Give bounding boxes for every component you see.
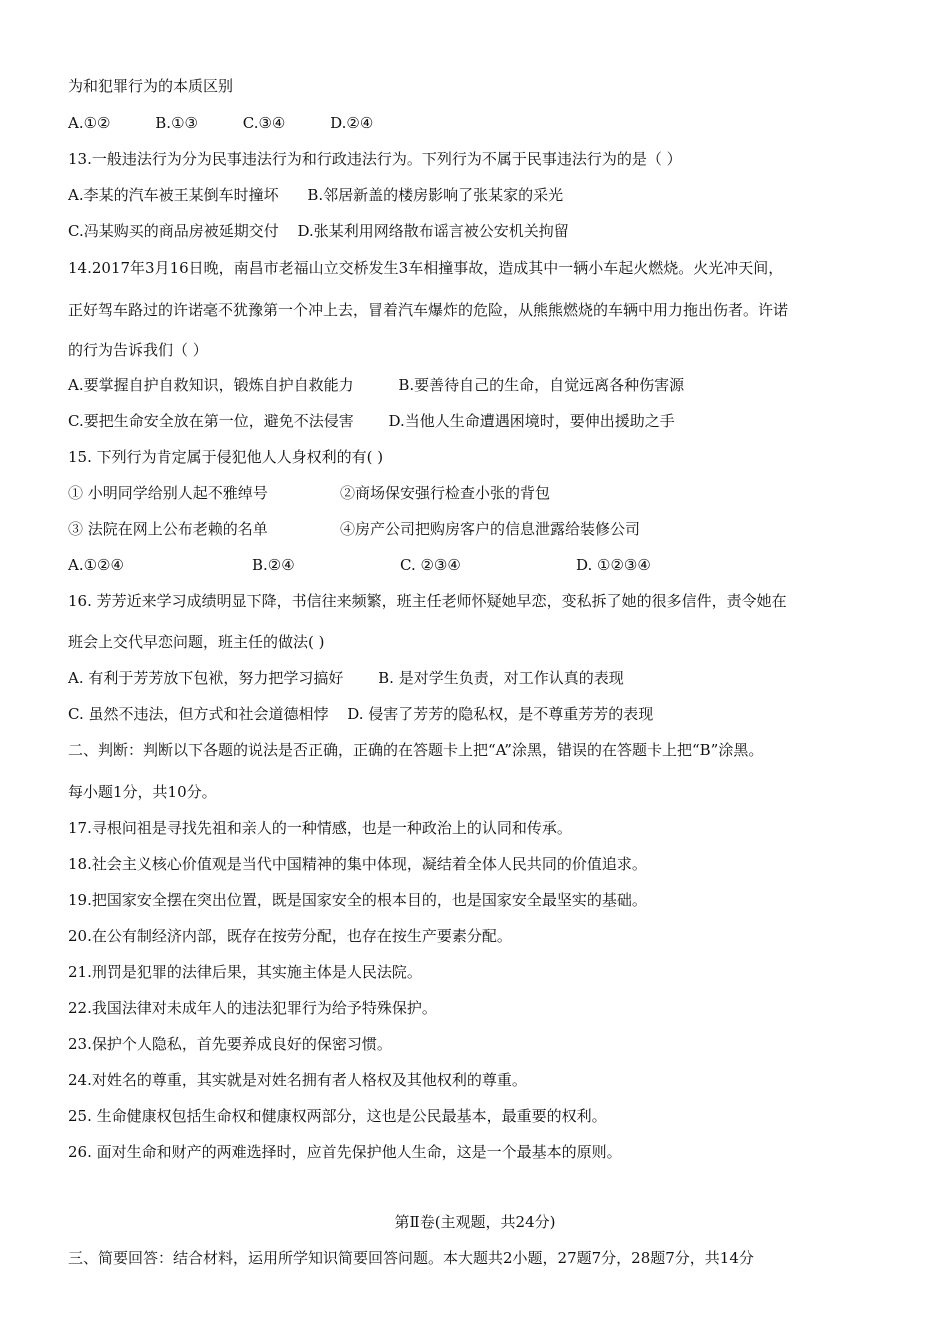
volume-2-title: 第Ⅱ卷(主观题，共24分) [394,1213,556,1231]
item-2: ②商场保安强行检查小张的背包 [340,484,551,502]
item-3: ③ 法院在网上公布老赖的名单 [68,520,268,538]
question-16-line-1: 16. 芳芳近来学习成绩明显下降，书信往来频繁，班主任老师怀疑她早恋，变私拆了她的很多信件，责令她在 [68,592,787,610]
question-22: 22.我国法律对未成年人的违法犯罪行为给予特殊保护。 [68,999,437,1017]
option-c: C.要把生命安全放在第一位，避免不法侵害 [68,412,354,430]
option-b: B.邻居新盖的楼房影响了张某家的采光 [307,186,564,204]
question-18: 18.社会主义核心价值观是当代中国精神的集中体现，凝结着全体人民共同的价值追求。 [68,855,647,873]
option-d: D. 侵害了芳芳的隐私权，是不尊重芳芳的表现 [347,705,654,723]
q15-items-34 [68,519,640,539]
option-d: D.张某利用网络散布谣言被公安机关拘留 [297,222,569,240]
question-24: 24.对姓名的尊重，其实就是对姓名拥有者人格权及其他权利的尊重。 [68,1071,527,1089]
question-15: 15. 下列行为肯定属于侵犯他人人身权利的有( ) [68,448,384,466]
q15-options [68,555,651,575]
option-a: A.李某的汽车被王某倒车时撞坏 [68,186,279,204]
section-3-heading: 三、简要回答：结合材料，运用所学知识简要回答问题。本大题共2小题，27题7分，28题7分，共14分 [68,1249,754,1267]
q12-continuation: 为和犯罪行为的本质区别 [68,77,234,95]
question-25: 25. 生命健康权包括生命权和健康权两部分，这也是公民最基本，最重要的权利。 [68,1107,607,1125]
q13-options-cd [68,221,569,241]
question-17: 17.寻根问祖是寻找先祖和亲人的一种情感，也是一种政治上的认同和传承。 [68,819,572,837]
question-19: 19.把国家安全摆在突出位置，既是国家安全的根本目的，也是国家安全最坚实的基础。 [68,891,647,909]
option-b: B. 是对学生负责，对工作认真的表现 [378,669,624,687]
question-20: 20.在公有制经济内部，既存在按劳分配，也存在按生产要素分配。 [68,927,512,945]
question-14-line-2: 正好驾车路过的许诺毫不犹豫第一个冲上去，冒着汽车爆炸的危险，从熊熊燃烧的车辆中用力拖出伤者。许诺 [68,301,789,319]
item-1: ① 小明同学给别人起不雅绰号 [68,484,268,502]
option-a: A.①②④ [68,556,124,574]
option-c: C.③④ [242,114,286,132]
option-c: C.冯某购买的商品房被延期交付 [68,222,279,240]
option-d: D.当他人生命遭遇困境时，要伸出援助之手 [388,412,675,430]
q16-options-ab [68,668,624,688]
option-c: C. 虽然不违法，但方式和社会道德相悖 [68,705,329,723]
option-c: C. ②③④ [400,556,461,574]
q12-options [68,113,373,133]
q16-options-cd [68,704,653,724]
option-a: A.①② [68,114,111,132]
question-21: 21.刑罚是犯罪的法律后果，其实施主体是人民法院。 [68,963,422,981]
q14-options-cd [68,411,675,431]
q13-options-ab [68,185,563,205]
option-b: B.①③ [155,114,198,132]
question-26: 26. 面对生命和财产的两难选择时，应首先保护他人生命，这是一个最基本的原则。 [68,1143,622,1161]
question-14-line-1: 14.2017年3月16日晚，南昌市老福山立交桥发生3车相撞事故，造成其中一辆小车起火燃烧。火光冲天间， [68,259,784,277]
option-a: A. 有利于芳芳放下包袱，努力把学习搞好 [68,669,344,687]
q14-options-ab [68,375,684,395]
q15-items-12 [68,483,550,503]
option-b: B.②④ [252,556,295,574]
question-13: 13.一般违法行为分为民事违法行为和行政违法行为。下列行为不属于民事违法行为的是（ ） [68,150,682,168]
section-2-scoring: 每小题1分，共10分。 [68,783,217,801]
section-2-heading: 二、判断：判断以下各题的说法是否正确，正确的在答题卡上把“A”涂黑，错误的在答题卡上把“B”涂黑。 [68,741,764,759]
item-4: ④房产公司把购房客户的信息泄露给装修公司 [340,520,641,538]
question-14-line-3: 的行为告诉我们（ ） [68,341,208,359]
option-a: A.要掌握自护自救知识，锻炼自护自救能力 [68,376,354,394]
question-23: 23.保护个人隐私，首先要养成良好的保密习惯。 [68,1035,392,1053]
option-d: D.②④ [330,114,374,132]
option-b: B.要善待自己的生命，自觉远离各种伤害源 [398,376,685,394]
option-d: D. ①②③④ [576,556,651,574]
question-16-line-2: 班会上交代早恋问题，班主任的做法( ) [68,633,325,651]
